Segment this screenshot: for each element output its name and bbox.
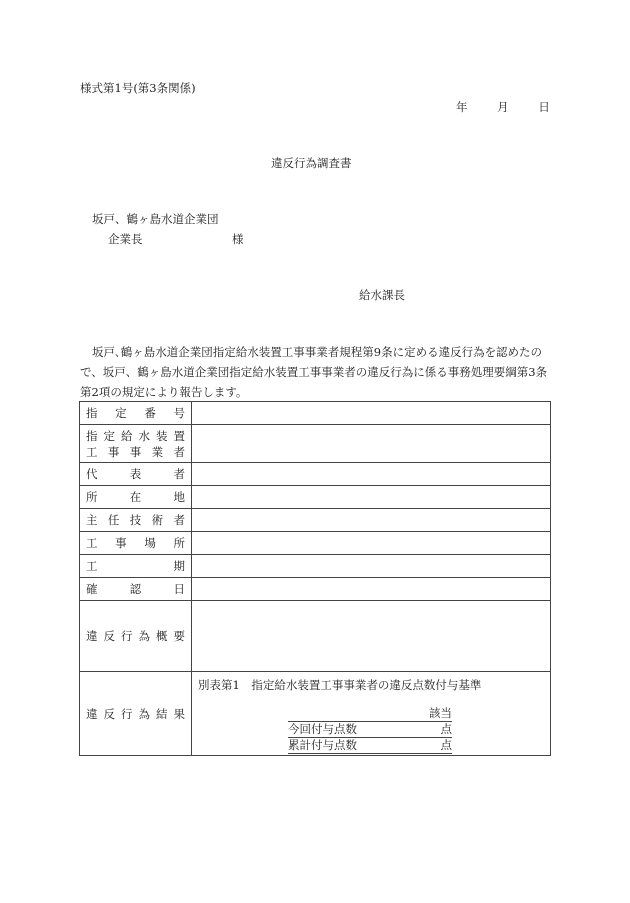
label-char: 結 — [156, 706, 168, 721]
table-row — [80, 463, 551, 486]
label-char: 行 — [121, 706, 133, 721]
label-text — [86, 428, 185, 444]
points-row[interactable] — [288, 738, 452, 754]
label-char: 日 — [173, 582, 185, 596]
row-value[interactable] — [192, 402, 551, 425]
points-row[interactable] — [288, 722, 452, 738]
label-char: 為 — [138, 629, 150, 643]
label-text — [86, 489, 185, 505]
table-row — [80, 555, 551, 578]
label-char: 定 — [115, 406, 127, 420]
label-char: 工 — [86, 559, 98, 573]
label-char: 事 — [129, 444, 142, 459]
label-char: 番 — [144, 406, 156, 420]
label-text — [86, 512, 185, 528]
label-char: 違 — [86, 629, 98, 643]
label-char: 業 — [151, 444, 164, 459]
label-char: 置 — [173, 428, 185, 443]
label-char: 者 — [173, 444, 185, 459]
points-label: 今回付与点数 — [288, 722, 357, 736]
table-row — [80, 509, 551, 532]
table-row — [80, 402, 551, 425]
label-char: 行 — [121, 629, 133, 643]
points-unit: 点 — [440, 738, 452, 752]
label-char: 違 — [86, 706, 98, 721]
label-char: 為 — [138, 706, 150, 721]
row-label — [80, 463, 192, 486]
label-text — [86, 444, 185, 460]
row-label — [80, 601, 192, 672]
row-label — [80, 402, 192, 425]
row-label — [80, 509, 192, 532]
row-value[interactable] — [192, 601, 551, 672]
table-row — [80, 601, 551, 672]
label-text — [86, 405, 185, 421]
label-char: 地 — [173, 490, 185, 504]
points-unit: 点 — [440, 722, 452, 736]
label-char: 者 — [173, 513, 185, 527]
label-char: 者 — [173, 467, 185, 481]
points-header-label: 該当 — [429, 706, 452, 720]
row-value[interactable] — [192, 486, 551, 509]
label-char: 事 — [115, 536, 127, 550]
result-basis: 別表第1 指定給水装置工事事業者の違反点数付与基準 — [198, 678, 482, 692]
label-char: 反 — [103, 706, 115, 721]
table-row — [80, 578, 551, 601]
date-month: 月 — [497, 100, 509, 114]
row-label — [80, 555, 192, 578]
label-char: 在 — [129, 490, 142, 504]
label-char: 指 — [86, 406, 98, 420]
label-text — [86, 581, 185, 597]
label-char: 事 — [107, 444, 120, 459]
points-box — [288, 706, 452, 754]
label-char: 工 — [86, 444, 98, 459]
label-char: 所 — [173, 536, 185, 550]
row-label — [80, 578, 192, 601]
label-char: 任 — [107, 513, 120, 527]
label-char: 果 — [173, 706, 185, 721]
date-day: 日 — [538, 100, 550, 114]
label-char: 反 — [103, 629, 115, 643]
label-char: 概 — [156, 629, 168, 643]
label-char: 要 — [173, 629, 185, 643]
table-row — [80, 486, 551, 509]
sender: 給水課長 — [359, 288, 405, 302]
row-value[interactable] — [192, 425, 551, 463]
points-label: 累計付与点数 — [288, 738, 357, 752]
table-row — [80, 672, 551, 756]
row-label — [80, 672, 192, 756]
label-char: 場 — [144, 536, 156, 550]
body-text — [80, 342, 554, 402]
result-cell — [192, 672, 551, 756]
addressee-honorific: 様 — [232, 232, 244, 246]
label-char: 号 — [173, 406, 185, 420]
label-char: 定 — [103, 428, 115, 443]
row-value[interactable] — [192, 555, 551, 578]
label-text — [86, 706, 185, 722]
row-value[interactable] — [192, 578, 551, 601]
label-char: 給 — [121, 428, 133, 443]
date-year: 年 — [456, 100, 468, 114]
row-value[interactable] — [192, 509, 551, 532]
label-char: 所 — [86, 490, 98, 504]
label-text — [86, 558, 185, 574]
label-char: 認 — [129, 582, 142, 596]
label-text — [86, 466, 185, 482]
label-char: 代 — [86, 467, 98, 481]
table-row — [80, 532, 551, 555]
points-header — [288, 706, 452, 722]
body-paragraph: 坂戸､鶴ヶ島水道企業団指定給水装置工事事業者規程第9条に定める違反行為を認めたので、坂戸、鶴ヶ島水道企業団指定給水装置工事事業者の違反行為に係る事務処理要綱第3条第2項の規定により報告します。 — [80, 345, 548, 399]
date-line — [456, 99, 550, 115]
addressee-role: 企業長 — [108, 232, 143, 246]
row-label — [80, 486, 192, 509]
label-char: 主 — [86, 513, 98, 527]
row-label — [80, 532, 192, 555]
label-char: 表 — [129, 467, 142, 481]
report-table — [79, 401, 551, 756]
label-char: 確 — [86, 582, 98, 596]
addressee-organization: 坂戸、鶴ヶ島水道企業団 — [92, 212, 219, 226]
row-label — [80, 425, 192, 463]
row-value[interactable] — [192, 532, 551, 555]
table-row — [80, 425, 551, 463]
form-label: 様式第1号(第3条関係) — [80, 81, 196, 95]
label-char: 期 — [173, 559, 185, 573]
label-char: 術 — [151, 513, 164, 527]
label-char: 装 — [156, 428, 168, 443]
label-char: 工 — [86, 536, 98, 550]
row-value[interactable] — [192, 463, 551, 486]
label-char: 指 — [86, 428, 98, 443]
document-title: 違反行為調査書 — [271, 156, 352, 170]
label-text — [86, 628, 185, 644]
label-char: 技 — [129, 513, 142, 527]
label-text — [86, 535, 185, 551]
label-char: 水 — [138, 428, 150, 443]
